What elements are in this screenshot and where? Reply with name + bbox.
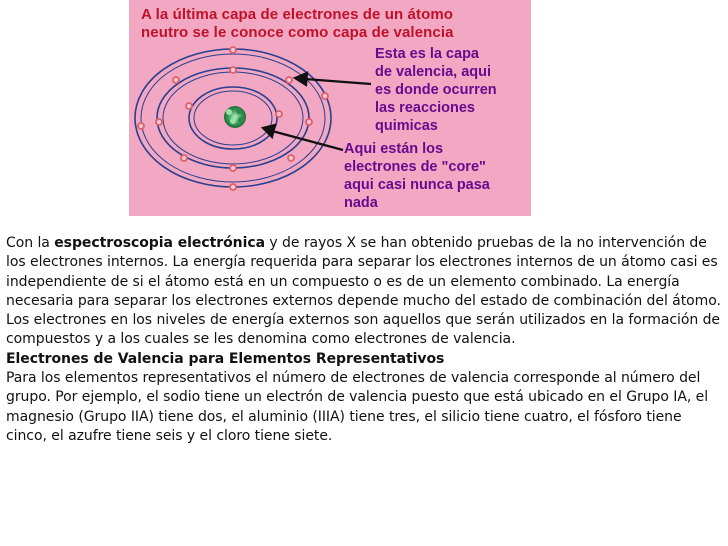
body-text (6, 234, 726, 446)
nucleus (224, 106, 246, 128)
valence-shell-callout: Esta es la capa de valencia, aqui es donde ocurren las reacciones quimicas (375, 46, 497, 134)
core-arrow (272, 131, 343, 150)
electron (276, 111, 282, 117)
electron (288, 155, 294, 161)
paragraph-spectroscopy-rest: y de rayos X se han obtenido pruebas de la no intervención de los electrones internos. La energía requerida para separar los electrones internos de un átomo casi es independiente de si el átomo está en un compuesto o es de un elemento combinado. La energía necesaria para separar los electrones externos depende mucho del estado de combinación del átomo. (6, 235, 721, 309)
valence-arrowhead (295, 73, 307, 85)
core-arrowhead (263, 125, 275, 137)
paragraph-final-line: cinco, el azufre tiene seis y el cloro tiene siete. (6, 427, 333, 444)
paragraph-spectroscopy-term: espectroscopia electrónica (54, 235, 265, 251)
electron (138, 123, 144, 129)
electron (230, 165, 236, 171)
paragraph-valence-electrons: Los electrones en los niveles de energía externos son aquellos que serán utilizados en la formación de compuestos y a los cuales se les denomina como electrones de valencia. (6, 312, 720, 348)
atom-diagram (129, 0, 531, 216)
electron (230, 184, 236, 190)
electron (181, 155, 187, 161)
section-heading: Electrones de Valencia para Elementos Representativos (6, 350, 445, 367)
valence-arrow (305, 79, 371, 84)
paragraph-spectroscopy (6, 234, 726, 311)
electron (286, 77, 292, 83)
electron (306, 119, 312, 125)
paragraph-representative-elements: Para los elementos representativos el número de electrones de valencia corresponde al número del grupo. Por ejemplo, el sodio tiene un electrón de valencia puesto que está ubicado en el Grupo IA, el magnesio (Grupo IIA) tiene dos, el aluminio (IIIA) tiene tres, el silicio tiene cuatro, el fósforo tiene (6, 370, 709, 425)
electron (322, 93, 328, 99)
paragraph-spectroscopy-lead: Con la (6, 235, 55, 251)
electron (230, 67, 236, 73)
electron (156, 119, 162, 125)
electron (186, 103, 192, 109)
electron (230, 47, 236, 53)
electron (173, 77, 179, 83)
figure-title: A la última capa de electrones de un átomo neutro se le conoce como capa de valencia (141, 6, 454, 41)
core-electrons-callout: Aqui están los electrones de "core" aqui casi nunca pasa nada (344, 141, 490, 211)
